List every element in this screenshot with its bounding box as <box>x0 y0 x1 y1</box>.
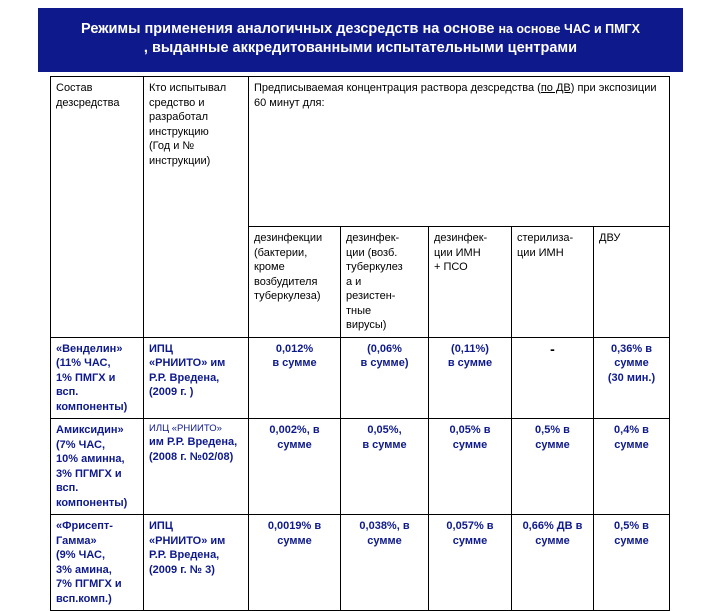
header-sub-sterilization: стерилиза- ции ИМН <box>512 227 594 338</box>
row-3-value-3: 0,057% в сумме <box>429 515 512 611</box>
table-row <box>51 337 670 419</box>
title-line-1-small: на основе ЧАС и ПМГХ <box>498 22 640 36</box>
row-2-name: Амиксидин» (7% ЧАС, 10% аминна, 3% ПГМГХ и всп. компоненты) <box>51 419 144 515</box>
row-2-tester-small: ИЛЦ «РНИИТО» <box>149 423 222 434</box>
row-2-value-1: 0,002%, в сумме <box>249 419 341 515</box>
row-1-tester: ИПЦ «РНИИТО» им Р.Р. Вредена, (2009 г. ) <box>144 337 249 419</box>
row-3-value-5: 0,5% в сумме <box>594 515 670 611</box>
header-concentration-prefix: Предписываемая концентрация раствора дезсредства ( <box>254 82 541 94</box>
disinfectant-table <box>50 76 670 611</box>
row-3-value-4: 0,66% ДВ в сумме <box>512 515 594 611</box>
header-sub-imn-pso: дезинфек- ции ИМН + ПСО <box>429 227 512 338</box>
row-3-name: «Фрисепт- Гамма» (9% ЧАС, 3% амина, 7% ПГМГХ и всп.комп.) <box>51 515 144 611</box>
row-2-value-3: 0,05% в сумме <box>429 419 512 515</box>
row-2-value-4: 0,5% в сумме <box>512 419 594 515</box>
slide-title <box>38 8 683 72</box>
row-2-tester-main: им Р.Р. Вредена, (2008 г. №02/08) <box>149 436 238 463</box>
header-sub-dvu: ДВУ <box>594 227 670 338</box>
header-concentration-suffix: ) при экспозиции 60 минут для: <box>254 82 657 109</box>
title-line-2: , выданные аккредитованными испытательными центрами <box>143 40 578 56</box>
header-concentration <box>249 77 670 227</box>
row-2-value-2: 0,05%, в сумме <box>341 419 429 515</box>
header-sub-tuberculosis: дезинфек- ции (возб. туберкулез а и резистен- тные вирусы) <box>341 227 429 338</box>
header-composition: Состав дезсредства <box>51 77 144 338</box>
title-line-1-main: Режимы применения аналогичных дезсредств на основе <box>81 21 499 37</box>
header-tester: Кто испытывал средство и разработал инструкцию (Год и № инструкции) <box>144 77 249 338</box>
row-2-tester <box>144 419 249 515</box>
header-concentration-dv: по ДВ <box>540 82 571 94</box>
header-row <box>51 77 670 227</box>
row-1-value-3: (0,11%) в сумме <box>429 337 512 419</box>
row-3-value-2: 0,038%, в сумме <box>341 515 429 611</box>
row-3-value-1: 0,0019% в сумме <box>249 515 341 611</box>
title-line-1 <box>38 20 683 39</box>
row-1-value-4 <box>512 337 594 419</box>
table-row <box>51 515 670 611</box>
dash-mark: - <box>550 340 555 357</box>
row-1-name: «Венделин» (11% ЧАС, 1% ПМГХ и всп. компоненты) <box>51 337 144 419</box>
table-row <box>51 419 670 515</box>
row-3-tester: ИПЦ «РНИИТО» им Р.Р. Вредена, (2009 г. № 3) <box>144 515 249 611</box>
row-1-value-1: 0,012% в сумме <box>249 337 341 419</box>
row-1-value-2: (0,06% в сумме) <box>341 337 429 419</box>
header-sub-bacteria: дезинфекции (бактерии, кроме возбудителя туберкулеза) <box>249 227 341 338</box>
row-1-value-5: 0,36% в сумме (30 мин.) <box>594 337 670 419</box>
row-2-value-5: 0,4% в сумме <box>594 419 670 515</box>
